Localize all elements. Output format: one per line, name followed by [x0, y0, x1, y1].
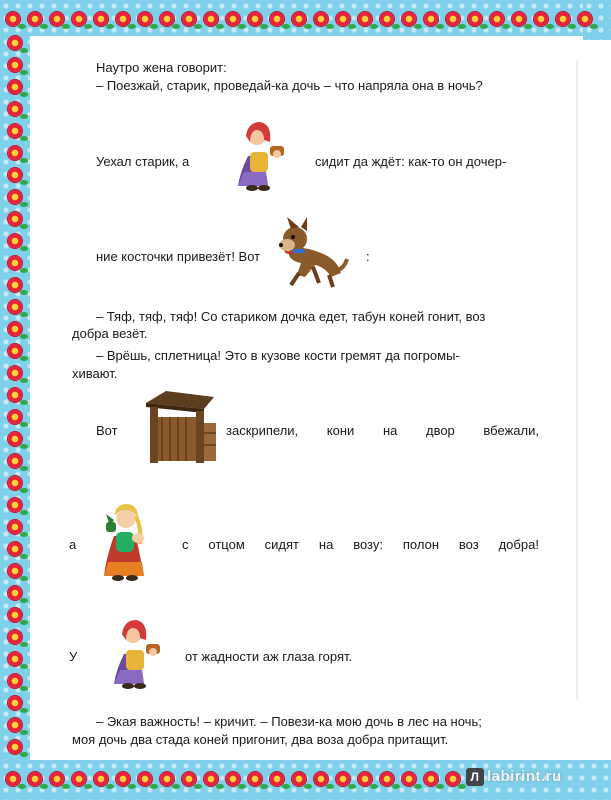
story-line: добра везёт.: [72, 326, 148, 341]
leaf-icon: [150, 24, 158, 29]
flower-icon: [8, 520, 22, 534]
flower-icon: [8, 124, 22, 138]
flower-icon: [8, 696, 22, 710]
story-line: ние косточки привезёт! Вот: [96, 249, 261, 264]
flower-icon: [380, 772, 394, 786]
story-line: Наутро жена говорит:: [96, 60, 227, 75]
page-edge: [576, 60, 579, 700]
story-line: – Тяф, тяф, тяф! Со стариком дочка едет, табун коней гонит, воз: [96, 309, 486, 324]
leaf-icon: [436, 784, 444, 789]
leaf-icon: [260, 784, 268, 789]
flower-icon: [468, 12, 482, 26]
leaf-icon: [84, 24, 92, 29]
leaf-icon: [194, 784, 202, 789]
flower-icon: [8, 190, 22, 204]
flower-icon: [28, 772, 42, 786]
flower-icon: [50, 772, 64, 786]
flower-icon: [182, 772, 196, 786]
watermark-text: labirint.ru: [487, 768, 562, 785]
flower-icon: [138, 12, 152, 26]
leaf-icon: [370, 784, 378, 789]
leaf-icon: [20, 664, 28, 669]
story-word: двор: [425, 423, 455, 438]
flower-icon: [8, 58, 22, 72]
story-word: кони: [326, 423, 355, 438]
leaf-icon: [106, 24, 114, 29]
leaf-icon: [524, 24, 532, 29]
flower-icon: [8, 102, 22, 116]
leaf-icon: [502, 24, 510, 29]
leaf-icon: [20, 180, 28, 185]
flower-icon: [8, 322, 22, 336]
leaf-icon: [20, 488, 28, 493]
flower-icon: [8, 564, 22, 578]
flower-icon: [336, 772, 350, 786]
flower-icon: [424, 12, 438, 26]
leaf-icon: [392, 24, 400, 29]
flower-icon: [424, 772, 438, 786]
flower-icon: [94, 12, 108, 26]
leaf-icon: [304, 24, 312, 29]
flower-icon: [8, 366, 22, 380]
flower-icon: [8, 498, 22, 512]
flower-icon: [248, 772, 262, 786]
leaf-icon: [238, 784, 246, 789]
leaf-icon: [20, 356, 28, 361]
leaf-icon: [546, 24, 554, 29]
flower-icon: [8, 146, 22, 160]
leaf-icon: [458, 784, 466, 789]
flower-icon: [8, 80, 22, 94]
flower-icon: [578, 12, 592, 26]
flower-icon: [8, 608, 22, 622]
flower-icon: [8, 278, 22, 292]
flower-icon: [6, 772, 20, 786]
story-word: с: [182, 537, 189, 552]
leaf-icon: [20, 268, 28, 273]
flower-icon: [72, 772, 86, 786]
leaf-icon: [20, 576, 28, 581]
leaf-icon: [20, 246, 28, 251]
story-line: – Поезжай, старик, проведай-ка дочь – что напряла она в ночь?: [96, 78, 483, 93]
flower-icon: [160, 12, 174, 26]
story-line: – Экая важность! – кричит. – Повези-ка мою дочь в лес на ночь;: [96, 714, 482, 729]
flower-icon: [446, 12, 460, 26]
flower-icon: [8, 476, 22, 490]
leaf-icon: [392, 784, 400, 789]
leaf-icon: [84, 784, 92, 789]
story-line: хивают.: [72, 366, 118, 381]
flower-icon: [270, 12, 284, 26]
story-line: сидит да ждёт: как-то он дочер-: [315, 154, 507, 169]
story-line: Уехал старик, а: [96, 154, 190, 169]
leaf-icon: [20, 532, 28, 537]
leaf-icon: [20, 378, 28, 383]
flower-icon: [72, 12, 86, 26]
flower-icon: [490, 12, 504, 26]
flower-icon: [314, 772, 328, 786]
girl-illustration: [88, 496, 176, 582]
leaf-icon: [172, 24, 180, 29]
flower-icon: [8, 344, 22, 358]
leaf-icon: [20, 224, 28, 229]
flower-icon: [204, 12, 218, 26]
flower-icon: [8, 410, 22, 424]
leaf-icon: [282, 24, 290, 29]
leaf-icon: [348, 24, 356, 29]
leaf-icon: [414, 784, 422, 789]
flower-icon: [402, 12, 416, 26]
flower-icon: [358, 772, 372, 786]
story-word: добра!: [498, 537, 539, 552]
leaf-icon: [20, 92, 28, 97]
story-word: заскрипели,: [226, 423, 299, 438]
leaf-icon: [20, 708, 28, 713]
leaf-icon: [128, 784, 136, 789]
old-woman-illustration: [102, 610, 174, 690]
leaf-icon: [20, 114, 28, 119]
leaf-icon: [20, 202, 28, 207]
leaf-icon: [62, 784, 70, 789]
leaf-icon: [20, 642, 28, 647]
flower-icon: [380, 12, 394, 26]
leaf-icon: [238, 24, 246, 29]
flower-icon: [116, 772, 130, 786]
dog-illustration: [271, 215, 349, 289]
leaf-icon: [18, 784, 26, 789]
leaf-icon: [458, 24, 466, 29]
flower-icon: [8, 432, 22, 446]
flower-icon: [8, 652, 22, 666]
flower-icon: [292, 12, 306, 26]
flower-icon: [8, 234, 22, 248]
leaf-icon: [20, 598, 28, 603]
leaf-icon: [20, 422, 28, 427]
flower-icon: [50, 12, 64, 26]
flower-icon: [8, 586, 22, 600]
leaf-icon: [304, 784, 312, 789]
leaf-icon: [568, 24, 576, 29]
flower-icon: [248, 12, 262, 26]
leaf-icon: [20, 752, 28, 757]
story-line: – Врёшь, сплетница! Это в кузове кости гремят да погромы-: [96, 348, 460, 363]
leaf-icon: [20, 400, 28, 405]
flower-icon: [8, 740, 22, 754]
flower-icon: [358, 12, 372, 26]
leaf-icon: [20, 312, 28, 317]
story-word: сидят: [264, 537, 299, 552]
leaf-icon: [150, 784, 158, 789]
leaf-icon: [326, 24, 334, 29]
leaf-icon: [260, 24, 268, 29]
leaf-icon: [194, 24, 202, 29]
flower-icon: [8, 168, 22, 182]
leaf-icon: [20, 290, 28, 295]
story-word: вбежали,: [483, 423, 539, 438]
leaf-icon: [20, 136, 28, 141]
leaf-icon: [20, 466, 28, 471]
leaf-icon: [106, 784, 114, 789]
leaf-icon: [20, 510, 28, 515]
flower-icon: [8, 674, 22, 688]
flower-icon: [534, 12, 548, 26]
leaf-icon: [20, 686, 28, 691]
leaf-icon: [20, 158, 28, 163]
leaf-icon: [216, 784, 224, 789]
leaf-icon: [480, 24, 488, 29]
story-line: моя дочь два стада коней пригонит, два воза добра притащит.: [72, 732, 449, 747]
story-line-justified: [182, 537, 539, 553]
story-word: на: [318, 537, 334, 552]
leaf-icon: [20, 70, 28, 75]
flower-icon: [8, 256, 22, 270]
story-word: отцом: [208, 537, 245, 552]
flower-icon: [94, 772, 108, 786]
story-word: Вот: [96, 423, 118, 438]
story-word: У: [69, 649, 78, 664]
leaf-icon: [370, 24, 378, 29]
gate-illustration: [142, 387, 220, 465]
leaf-icon: [282, 784, 290, 789]
flower-icon: [292, 772, 306, 786]
leaf-icon: [20, 48, 28, 53]
flower-icon: [8, 718, 22, 732]
flower-icon: [446, 772, 460, 786]
leaf-icon: [40, 784, 48, 789]
leaf-icon: [348, 784, 356, 789]
leaf-icon: [20, 554, 28, 559]
story-word: а: [69, 537, 77, 552]
flower-icon: [8, 454, 22, 468]
story-word: возу:: [353, 537, 383, 552]
flower-icon: [270, 772, 284, 786]
flower-icon: [6, 12, 20, 26]
story-word: полон: [402, 537, 439, 552]
leaf-icon: [18, 24, 26, 29]
flower-icon: [204, 772, 218, 786]
flower-icon: [8, 630, 22, 644]
leaf-icon: [20, 334, 28, 339]
flower-icon: [8, 300, 22, 314]
flower-icon: [116, 12, 130, 26]
flower-icon: [160, 772, 174, 786]
flower-icon: [8, 212, 22, 226]
flower-icon: [8, 542, 22, 556]
flower-icon: [556, 12, 570, 26]
flower-icon: [8, 388, 22, 402]
flower-icon: [512, 12, 526, 26]
flower-icon: [182, 12, 196, 26]
leaf-icon: [590, 24, 598, 29]
story-line: от жадности аж глаза горят.: [185, 649, 353, 664]
story-word: воз: [458, 537, 479, 552]
flower-icon: [8, 36, 22, 50]
leaf-icon: [216, 24, 224, 29]
flower-icon: [402, 772, 416, 786]
leaf-icon: [20, 730, 28, 735]
flower-icon: [336, 12, 350, 26]
leaf-icon: [20, 620, 28, 625]
leaf-icon: [128, 24, 136, 29]
flower-icon: [226, 772, 240, 786]
story-line: :: [366, 249, 370, 264]
story-line-justified: [226, 423, 539, 439]
leaf-icon: [172, 784, 180, 789]
leaf-icon: [40, 24, 48, 29]
flower-icon: [226, 12, 240, 26]
leaf-icon: [414, 24, 422, 29]
flower-icon: [28, 12, 42, 26]
watermark-badge: Л: [466, 768, 484, 786]
story-word: на: [382, 423, 398, 438]
leaf-icon: [20, 444, 28, 449]
leaf-icon: [326, 784, 334, 789]
old-woman-illustration: [226, 112, 298, 192]
leaf-icon: [436, 24, 444, 29]
flower-icon: [314, 12, 328, 26]
leaf-icon: [62, 24, 70, 29]
watermark: [466, 768, 562, 786]
flower-icon: [138, 772, 152, 786]
